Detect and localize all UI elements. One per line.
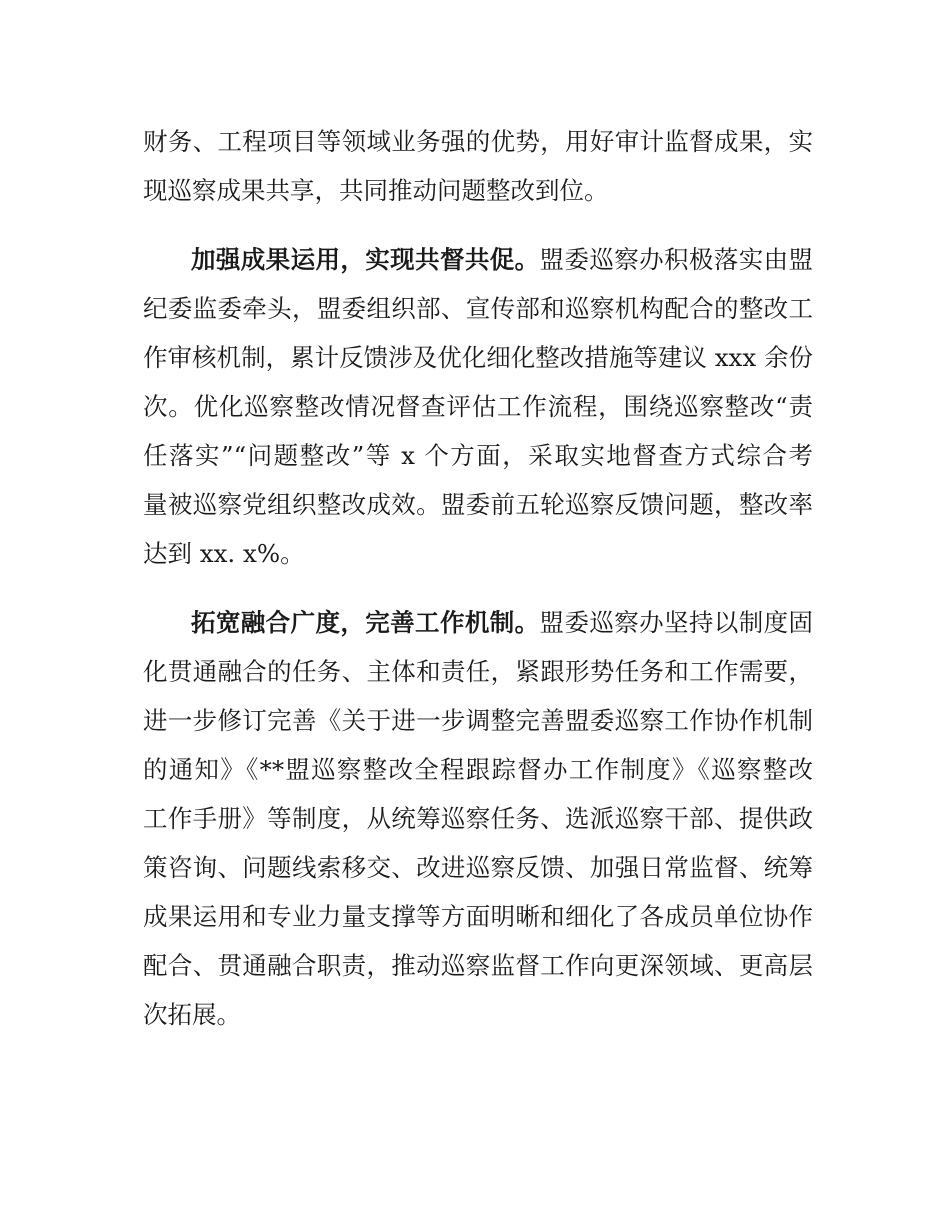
paragraph-3-line-6: 策咨询、问题线索移交、改进巡察反馈、加强日常监督、统筹 xyxy=(143,853,813,882)
paragraph-3-line-3: 进一步修订完善《关于进一步调整完善盟委巡察工作协作机制 xyxy=(143,706,813,735)
paragraph-3-heading: 拓宽融合广度，完善工作机制。 xyxy=(191,608,540,637)
paragraph-2-heading: 加强成果运用，实现共督共促。 xyxy=(191,245,540,274)
paragraph-3-line-1 xyxy=(191,603,813,643)
paragraph-2-line-4: 次。优化巡察整改情况督查评估工作流程，围绕巡察整改“责 xyxy=(143,392,813,421)
paragraph-3-line-5: 工作手册》等制度，从统筹巡察任务、选派巡察干部、提供政 xyxy=(143,804,813,833)
paragraph-3-line-8: 配合、贯通融合职责，推动巡察监督工作向更深领域、更高层 xyxy=(143,951,813,980)
paragraph-2-line-3: 作审核机制，累计反馈涉及优化细化整改措施等建议 xxx 余份 xyxy=(143,343,813,372)
paragraph-2-line-7: 达到 xx. x%。 xyxy=(143,539,305,568)
paragraph-2-line-6: 量被巡察党组织整改成效。盟委前五轮巡察反馈问题，整改率 xyxy=(143,490,813,519)
paragraph-1-line-1: 财务、工程项目等领域业务强的优势，用好审计监督成果，实 xyxy=(143,127,813,156)
paragraph-3-line-9: 次拓展。 xyxy=(143,1000,241,1029)
paragraph-1-line-2: 现巡察成果共享，共同推动问题整改到位。 xyxy=(143,176,609,205)
paragraph-3-line-2: 化贯通融合的任务、主体和责任，紧跟形势任务和工作需要， xyxy=(143,657,813,686)
paragraph-3-heading-rest: 盟委巡察办坚持以制度固 xyxy=(539,608,814,637)
paragraph-2-line-5: 任落实”“问题整改”等 x 个方面，采取实地督查方式综合考 xyxy=(143,441,813,470)
paragraph-2-heading-rest: 盟委巡察办积极落实由盟 xyxy=(539,245,814,274)
paragraph-3-line-4: 的通知》《**盟巡察整改全程跟踪督办工作制度》《巡察整改 xyxy=(143,755,813,784)
paragraph-2-line-2: 纪委监委牵头，盟委组织部、宣传部和巡察机构配合的整改工 xyxy=(143,294,813,323)
paragraph-2-line-1 xyxy=(191,240,813,280)
paragraph-3-line-7: 成果运用和专业力量支撑等方面明晰和细化了各成员单位协作 xyxy=(143,902,813,931)
